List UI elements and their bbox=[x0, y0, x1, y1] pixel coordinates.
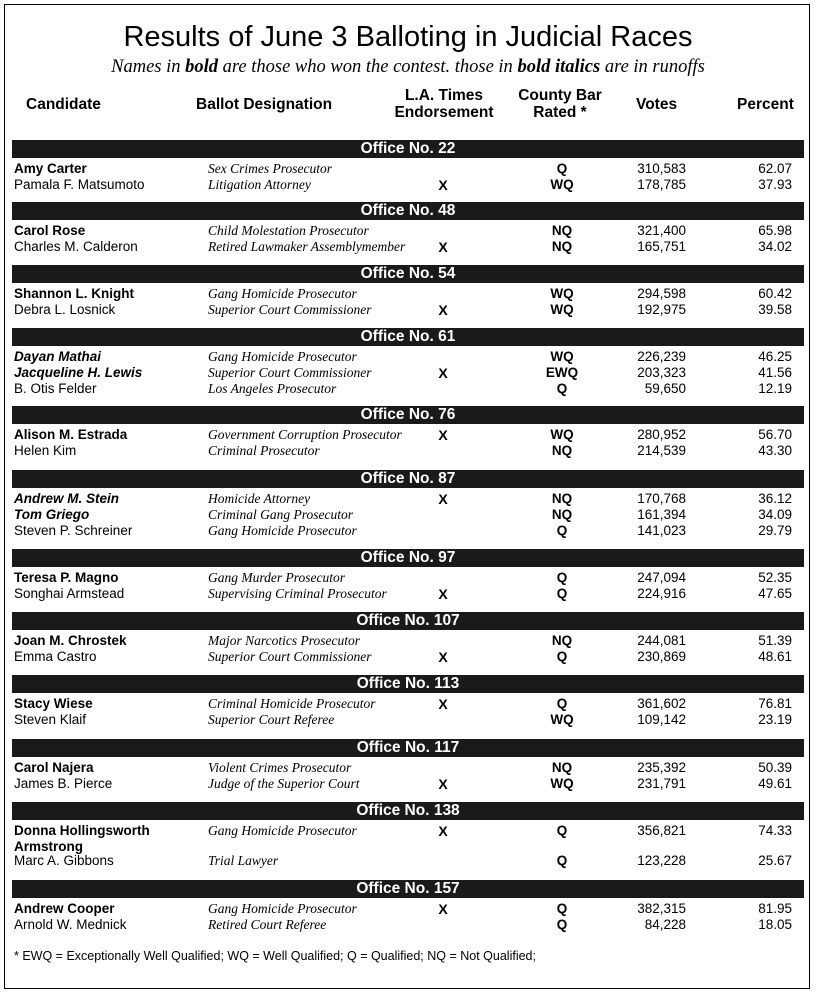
candidate-row bbox=[0, 523, 816, 539]
county-bar-rating: NQ bbox=[551, 223, 573, 238]
ballot-designation: Violent Crimes Prosecutor bbox=[208, 760, 352, 775]
vote-percent: 47.65 bbox=[758, 586, 792, 601]
candidate-name: Andrew Cooper bbox=[14, 901, 115, 916]
ballot-designation: Criminal Prosecutor bbox=[208, 443, 320, 458]
candidate-name: Steven P. Schreiner bbox=[14, 523, 133, 538]
vote-percent: 36.12 bbox=[758, 491, 792, 506]
ballot-designation: Criminal Gang Prosecutor bbox=[208, 507, 353, 522]
vote-percent: 50.39 bbox=[758, 760, 792, 775]
vote-percent: 29.79 bbox=[758, 523, 792, 538]
vote-percent: 34.02 bbox=[758, 239, 792, 254]
candidate-row bbox=[0, 286, 816, 302]
candidate-row bbox=[0, 443, 816, 459]
county-bar-rating: WQ bbox=[550, 712, 574, 727]
vote-count: 356,821 bbox=[637, 823, 686, 838]
ballot-designation: Retired Court Referee bbox=[208, 917, 327, 932]
times-endorsement-mark: X bbox=[438, 491, 448, 507]
vote-percent: 49.61 bbox=[758, 776, 792, 791]
candidate-name: B. Otis Felder bbox=[14, 381, 97, 396]
county-bar-rating: NQ bbox=[551, 507, 573, 522]
times-endorsement-mark: X bbox=[438, 696, 448, 712]
county-bar-rating: EWQ bbox=[545, 365, 579, 380]
vote-percent: 41.56 bbox=[758, 365, 792, 380]
county-bar-rating: Q bbox=[556, 381, 568, 396]
vote-count: 59,650 bbox=[644, 381, 686, 396]
vote-count: 165,751 bbox=[637, 239, 686, 254]
candidate-row bbox=[0, 570, 816, 586]
county-bar-rating: NQ bbox=[551, 760, 573, 775]
office-header: Office No. 117 bbox=[12, 739, 804, 757]
times-endorsement-mark: X bbox=[438, 901, 448, 917]
ballot-designation: Judge of the Superior Court bbox=[208, 776, 360, 791]
candidate-row bbox=[0, 586, 816, 602]
vote-count: 109,142 bbox=[637, 712, 686, 727]
times-endorsement-mark: X bbox=[438, 649, 448, 665]
county-bar-rating: WQ bbox=[550, 302, 574, 317]
vote-count: 294,598 bbox=[637, 286, 686, 301]
candidate-row bbox=[0, 853, 816, 869]
times-endorsement-mark: X bbox=[438, 823, 448, 839]
vote-count: 84,228 bbox=[644, 917, 686, 932]
candidate-name: Marc A. Gibbons bbox=[14, 853, 114, 868]
header-endorsement bbox=[374, 87, 514, 121]
county-bar-rating: WQ bbox=[550, 776, 574, 791]
candidate-row bbox=[0, 712, 816, 728]
ballot-designation: Los Angeles Prosecutor bbox=[208, 381, 337, 396]
vote-percent: 52.35 bbox=[758, 570, 792, 585]
subtitle-bold-word: bold bbox=[185, 57, 219, 77]
county-bar-rating: Q bbox=[556, 696, 568, 711]
vote-count: 382,315 bbox=[637, 901, 686, 916]
county-bar-rating: NQ bbox=[551, 491, 573, 506]
header-percent: Percent bbox=[737, 96, 794, 113]
header-endorsement-line-1: L.A. Times bbox=[404, 87, 484, 104]
candidate-name: Debra L. Losnick bbox=[14, 302, 116, 317]
county-bar-rating: WQ bbox=[550, 286, 574, 301]
vote-count: 244,081 bbox=[637, 633, 686, 648]
candidate-name: Teresa P. Magno bbox=[14, 570, 119, 585]
times-endorsement-mark: X bbox=[438, 427, 448, 443]
candidate-name: Helen Kim bbox=[14, 443, 77, 458]
candidate-name: Andrew M. Stein bbox=[14, 491, 120, 506]
vote-percent: 12.19 bbox=[758, 381, 792, 396]
ballot-designation: Criminal Homicide Prosecutor bbox=[208, 696, 376, 711]
vote-percent: 76.81 bbox=[758, 696, 792, 711]
county-bar-rating: Q bbox=[556, 570, 568, 585]
candidate-name: Joan M. Chrostek bbox=[14, 633, 127, 648]
vote-percent: 60.42 bbox=[758, 286, 792, 301]
candidate-name: Dayan Mathai bbox=[14, 349, 102, 364]
county-bar-rating: Q bbox=[556, 823, 568, 838]
times-endorsement-mark: X bbox=[438, 365, 448, 381]
ballot-designation: Trial Lawyer bbox=[208, 853, 279, 868]
vote-count: 235,392 bbox=[637, 760, 686, 775]
office-header: Office No. 97 bbox=[12, 549, 804, 567]
candidate-name: Jacqueline H. Lewis bbox=[14, 365, 143, 380]
candidate-name: Carol Najera bbox=[14, 760, 94, 775]
ballot-designation: Gang Murder Prosecutor bbox=[208, 570, 345, 585]
county-bar-rating: Q bbox=[556, 523, 568, 538]
vote-percent: 37.93 bbox=[758, 177, 792, 192]
candidate-name: Tom Griego bbox=[14, 507, 90, 522]
candidate-name: Charles M. Calderon bbox=[14, 239, 138, 254]
header-votes: Votes bbox=[636, 96, 678, 113]
header-rating-line-1: County Bar bbox=[518, 87, 602, 104]
candidate-name: James B. Pierce bbox=[14, 776, 113, 791]
county-bar-rating: NQ bbox=[551, 633, 573, 648]
county-bar-rating: NQ bbox=[551, 239, 573, 254]
candidate-row bbox=[0, 633, 816, 649]
ballot-designation: Superior Court Commissioner bbox=[208, 365, 372, 380]
office-header: Office No. 87 bbox=[12, 470, 804, 488]
ballot-designation: Superior Court Commissioner bbox=[208, 649, 372, 664]
ballot-designation: Retired Lawmaker Assemblymember bbox=[208, 239, 406, 254]
vote-percent: 23.19 bbox=[758, 712, 792, 727]
ballot-designation: Major Narcotics Prosecutor bbox=[208, 633, 360, 648]
rating-footnote: * EWQ = Exceptionally Well Qualified; WQ = Well Qualified; Q = Qualified; NQ = Not Qualified; bbox=[14, 949, 536, 963]
county-bar-rating: Q bbox=[556, 917, 568, 932]
candidate-row bbox=[0, 365, 816, 381]
candidate-name: Songhai Armstead bbox=[14, 586, 125, 601]
vote-count: 203,323 bbox=[637, 365, 686, 380]
ballot-designation: Child Molestation Prosecutor bbox=[208, 223, 369, 238]
vote-count: 141,023 bbox=[637, 523, 686, 538]
page-title: Results of June 3 Balloting in Judicial Races bbox=[123, 21, 693, 53]
candidate-row bbox=[0, 696, 816, 712]
ballot-designation: Gang Homicide Prosecutor bbox=[208, 901, 357, 916]
vote-count: 231,791 bbox=[637, 776, 686, 791]
vote-percent: 48.61 bbox=[758, 649, 792, 664]
candidate-row bbox=[0, 349, 816, 365]
candidate-name: Alison M. Estrada bbox=[14, 427, 128, 442]
vote-count: 224,916 bbox=[637, 586, 686, 601]
times-endorsement-mark: X bbox=[438, 586, 448, 602]
candidate-name: Stacy Wiese bbox=[14, 696, 93, 711]
header-rating-line-2: Rated * bbox=[533, 104, 587, 121]
vote-percent: 62.07 bbox=[758, 161, 792, 176]
candidate-row bbox=[0, 649, 816, 665]
candidate-row bbox=[0, 427, 816, 443]
candidate-name: Donna Hollingsworth bbox=[14, 823, 150, 838]
vote-count: 361,602 bbox=[637, 696, 686, 711]
subtitle-part-3: are in runoffs bbox=[600, 57, 705, 77]
ballot-designation: Gang Homicide Prosecutor bbox=[208, 286, 357, 301]
candidate-row bbox=[0, 917, 816, 933]
ballot-designation: Sex Crimes Prosecutor bbox=[208, 161, 332, 176]
vote-count: 170,768 bbox=[637, 491, 686, 506]
header-candidate: Candidate bbox=[26, 96, 101, 113]
vote-count: 280,952 bbox=[637, 427, 686, 442]
ballot-designation: Homicide Attorney bbox=[208, 491, 311, 506]
candidate-row bbox=[0, 223, 816, 239]
vote-count: 310,583 bbox=[637, 161, 686, 176]
county-bar-rating: Q bbox=[556, 649, 568, 664]
office-header: Office No. 157 bbox=[12, 880, 804, 898]
vote-percent: 34.09 bbox=[758, 507, 792, 522]
candidate-name: Shannon L. Knight bbox=[14, 286, 134, 301]
ballot-designation: Supervising Criminal Prosecutor bbox=[208, 586, 387, 601]
office-header: Office No. 54 bbox=[12, 265, 804, 283]
vote-percent: 43.30 bbox=[758, 443, 792, 458]
county-bar-rating: Q bbox=[556, 853, 568, 868]
candidate-name: Arnold W. Mednick bbox=[14, 917, 127, 932]
vote-percent: 56.70 bbox=[758, 427, 792, 442]
ballot-designation: Gang Homicide Prosecutor bbox=[208, 823, 357, 838]
candidate-row bbox=[0, 776, 816, 792]
candidate-name-continued: Armstrong bbox=[14, 839, 84, 854]
vote-percent: 65.98 bbox=[758, 223, 792, 238]
times-endorsement-mark: X bbox=[438, 239, 448, 255]
subtitle-part-1: Names in bbox=[111, 57, 186, 77]
header-county-bar-rating bbox=[508, 87, 612, 121]
ballot-designation: Gang Homicide Prosecutor bbox=[208, 523, 357, 538]
county-bar-rating: WQ bbox=[550, 177, 574, 192]
candidate-row bbox=[0, 177, 816, 193]
office-header: Office No. 107 bbox=[12, 612, 804, 630]
page-subtitle bbox=[0, 56, 816, 78]
vote-count: 321,400 bbox=[637, 223, 686, 238]
office-header: Office No. 138 bbox=[12, 802, 804, 820]
subtitle-bold-italics-word: bold italics bbox=[517, 57, 601, 77]
times-endorsement-mark: X bbox=[438, 776, 448, 792]
vote-percent: 81.95 bbox=[758, 901, 792, 916]
county-bar-rating: WQ bbox=[550, 427, 574, 442]
candidate-row bbox=[0, 239, 816, 255]
county-bar-rating: WQ bbox=[550, 349, 574, 364]
candidate-name: Pamala F. Matsumoto bbox=[14, 177, 145, 192]
office-header: Office No. 48 bbox=[12, 202, 804, 220]
candidate-row bbox=[0, 823, 816, 855]
candidate-row bbox=[0, 491, 816, 507]
candidate-row bbox=[0, 507, 816, 523]
candidate-row bbox=[0, 901, 816, 917]
vote-count: 230,869 bbox=[637, 649, 686, 664]
county-bar-rating: Q bbox=[556, 901, 568, 916]
times-endorsement-mark: X bbox=[438, 177, 448, 193]
county-bar-rating: Q bbox=[556, 161, 568, 176]
vote-percent: 46.25 bbox=[758, 349, 792, 364]
candidate-name: Amy Carter bbox=[14, 161, 87, 176]
candidate-name: Emma Castro bbox=[14, 649, 97, 664]
vote-percent: 51.39 bbox=[758, 633, 792, 648]
county-bar-rating: Q bbox=[556, 586, 568, 601]
ballot-designation: Superior Court Referee bbox=[208, 712, 335, 727]
candidate-row bbox=[0, 381, 816, 397]
office-header: Office No. 22 bbox=[12, 140, 804, 158]
ballot-designation: Litigation Attorney bbox=[208, 177, 311, 192]
county-bar-rating: NQ bbox=[551, 443, 573, 458]
vote-percent: 25.67 bbox=[758, 853, 792, 868]
candidate-row bbox=[0, 161, 816, 177]
ballot-designation: Superior Court Commissioner bbox=[208, 302, 372, 317]
vote-count: 214,539 bbox=[637, 443, 686, 458]
vote-count: 192,975 bbox=[637, 302, 686, 317]
header-ballot-designation: Ballot Designation bbox=[196, 96, 333, 113]
vote-count: 161,394 bbox=[637, 507, 686, 522]
vote-count: 247,094 bbox=[637, 570, 686, 585]
candidate-name: Steven Klaif bbox=[14, 712, 87, 727]
vote-percent: 74.33 bbox=[758, 823, 792, 838]
times-endorsement-mark: X bbox=[438, 302, 448, 318]
vote-count: 178,785 bbox=[637, 177, 686, 192]
ballot-designation: Gang Homicide Prosecutor bbox=[208, 349, 357, 364]
office-header: Office No. 113 bbox=[12, 675, 804, 693]
vote-count: 226,239 bbox=[637, 349, 686, 364]
vote-percent: 18.05 bbox=[758, 917, 792, 932]
office-header: Office No. 76 bbox=[12, 406, 804, 424]
ballot-designation: Government Corruption Prosecutor bbox=[208, 427, 402, 442]
vote-percent: 39.58 bbox=[758, 302, 792, 317]
candidate-row bbox=[0, 302, 816, 318]
office-header: Office No. 61 bbox=[12, 328, 804, 346]
vote-count: 123,228 bbox=[637, 853, 686, 868]
candidate-row bbox=[0, 760, 816, 776]
subtitle-part-2: are those who won the contest. those in bbox=[218, 57, 518, 77]
header-endorsement-line-2: Endorsement bbox=[394, 104, 494, 121]
candidate-name: Carol Rose bbox=[14, 223, 86, 238]
